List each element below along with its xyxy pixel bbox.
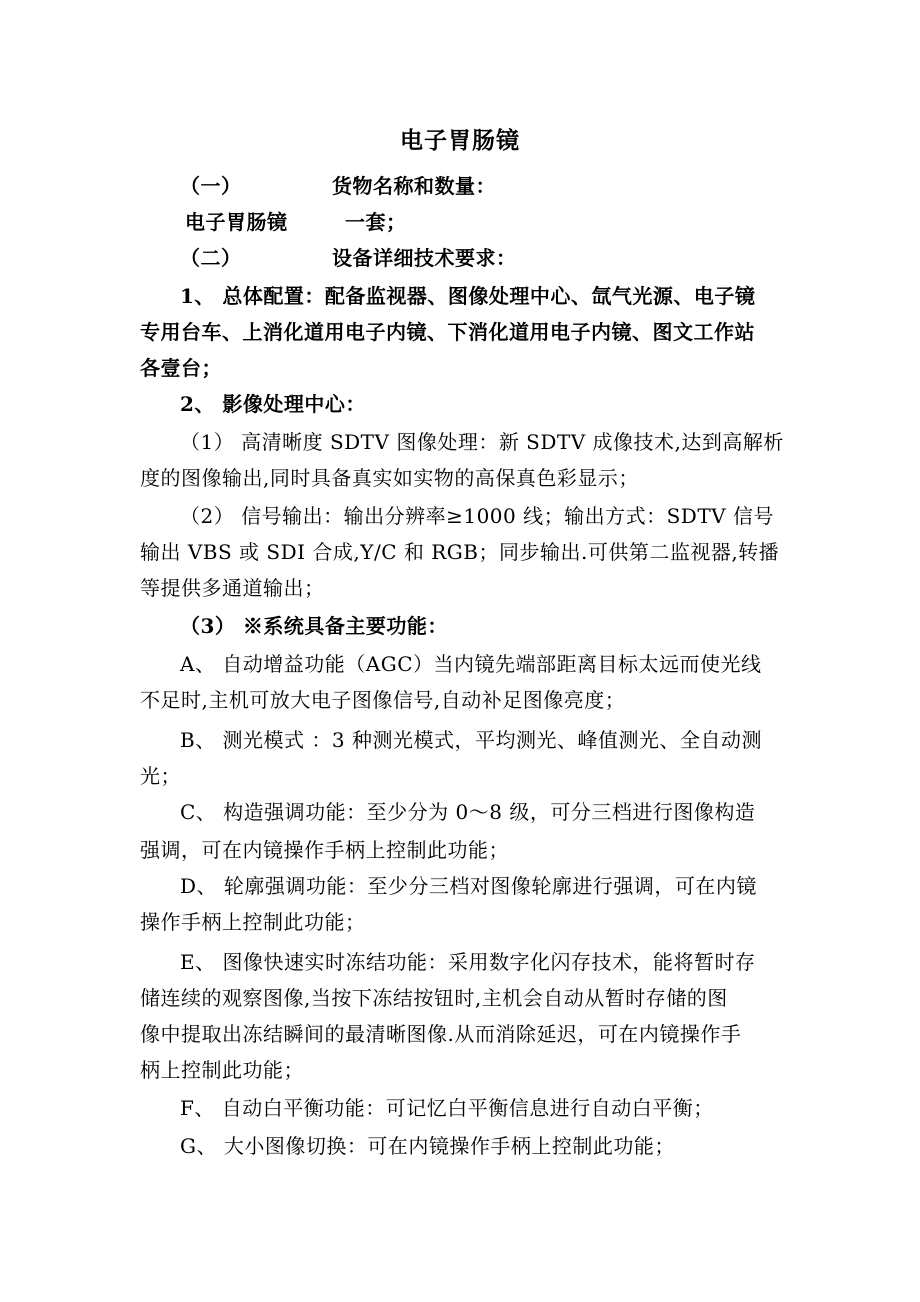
section-1-label: （一）	[180, 174, 242, 198]
paragraph-line: G、 大小图像切换：可在内镜操作手柄上控制此功能；	[180, 1134, 675, 1158]
paragraph-line: E、 图像快速实时冻结功能：采用数字化闪存技术，能将暂时存	[180, 950, 756, 974]
paragraph-line: 操作手柄上控制此功能；	[140, 910, 366, 934]
paragraph-line: 等提供多通道输出；	[140, 576, 325, 600]
goods-line	[185, 210, 845, 234]
paragraph-line: 1、 总体配置：配备监视器、图像处理中心、氙气光源、电子镜	[180, 284, 756, 308]
section-1-header	[180, 174, 800, 198]
paragraph-line: （3） ※系统具备主要功能：	[180, 614, 448, 638]
paragraph-line: 像中提取出冻结瞬间的最清晰图像.从而消除延迟，可在内镜操作手	[140, 1022, 742, 1046]
paragraph-line: C、 构造强调功能：至少分为 0～8 级，可分三档进行图像构造	[180, 800, 756, 824]
paragraph-line: 专用台车、上消化道用电子内镜、下消化道用电子内镜、图文工作站	[140, 320, 755, 344]
paragraph-line: F、 自动白平衡功能：可记忆白平衡信息进行自动白平衡；	[180, 1096, 714, 1120]
paragraph-line: 储连续的观察图像,当按下冻结按钮时,主机会自动从暂时存储的图	[140, 986, 728, 1010]
paragraph-line: B、 测光模式 ：3 种测光模式，平均测光、峰值测光、全自动测	[180, 728, 762, 752]
paragraph-line: （2） 信号输出：输出分辨率≥1000 线；输出方式：SDTV 信号	[180, 504, 774, 528]
section-2-heading: 设备详细技术要求：	[332, 246, 517, 270]
paragraph-line: 各壹台；	[140, 356, 222, 380]
paragraph-line: 柄上控制此功能；	[140, 1058, 304, 1082]
section-2-header	[180, 246, 800, 270]
goods-qty: 一套；	[345, 210, 407, 234]
paragraph-line: A、 自动增益功能（AGC）当内镜先端部距离目标太远而使光线	[180, 652, 762, 676]
paragraph-line: 不足时,主机可放大电子图像信号,自动补足图像亮度；	[140, 688, 626, 712]
paragraph-line: 度的图像输出,同时具备真实如实物的高保真色彩显示；	[140, 466, 639, 490]
paragraph-line: D、 轮廓强调功能：至少分三档对图像轮廓进行强调，可在内镜	[180, 874, 757, 898]
paragraph-line: 强调，可在内镜操作手柄上控制此功能；	[140, 838, 509, 862]
section-1-heading: 货物名称和数量：	[332, 174, 496, 198]
goods-name: 电子胃肠镜	[185, 210, 288, 234]
paragraph-line: 输出 VBS 或 SDI 合成,Y/C 和 RGB；同步输出.可供第二监视器,转播	[140, 540, 780, 564]
document-title: 电子胃肠镜	[400, 127, 520, 154]
paragraph-line: 光；	[140, 764, 181, 788]
paragraph-line: （1） 高清晰度 SDTV 图像处理：新 SDTV 成像技术,达到高解析	[180, 430, 784, 454]
paragraph-line: 2、 影像处理中心：	[180, 392, 366, 416]
section-2-label: （二）	[180, 246, 242, 270]
